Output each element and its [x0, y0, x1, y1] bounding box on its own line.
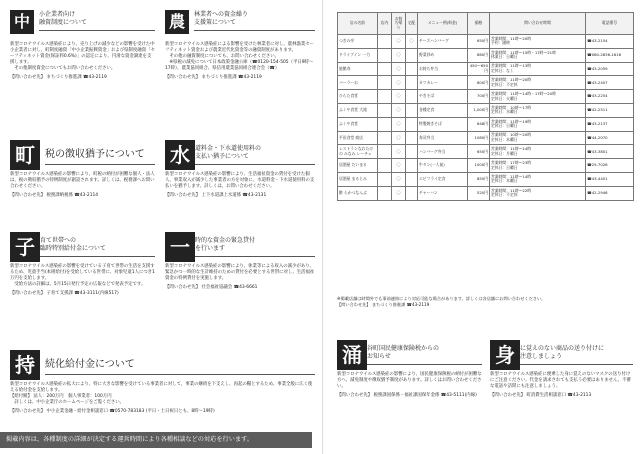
table-cell: 1,000円 [468, 103, 490, 117]
table-note: ※掲載店舗は時間外でも事前連絡により対応可能な場合があります。詳しくは各店舗にお問い合わせください。 【問い合わせ先】 まちづくり推進課 ☎43-2119 [337, 296, 546, 307]
section-sme-loans [10, 10, 155, 81]
table-cell: 〇 [392, 35, 406, 49]
table-cell [406, 117, 418, 131]
table-cell: ひらた食堂 [338, 90, 378, 104]
table-cell: 牛タン(一人前) [418, 159, 468, 173]
table-cell: 旅館寿 [338, 62, 378, 76]
section-body: 新型コロナウイルス感染症の影響により、国民健康保険税の納付が困難な方へ、減免制度や徴収猶予制度があります。詳しくはお問い合わせください。 [337, 372, 482, 389]
table-cell: 〇 [392, 76, 406, 90]
section-contact: 【問い合わせ先】 中小企業金融・給付金相談窓口 ☎0570-783183 (平日・土日祝日とも、8時〜19時) [10, 408, 215, 414]
table-cell: 営業時間：11時〜22時 定休日：不定休 [490, 186, 586, 200]
table-cell: エビフライ定食 [418, 172, 468, 186]
table-cell [406, 48, 418, 62]
table-cell [406, 159, 418, 173]
section-body: 新型コロナウイルス感染症による影響を受けた林業者に対し、農林漁業セーフティネット資金および農業近代化資金等の融資制度があります。 その他の融資制度についても、お問い合わせください。 ※県税の減免について日本政策金融公庫（☎0120-154-505（平日9時〜17時）、農業協同組合、県信用農業協同組合連合会（☎） [165, 42, 314, 71]
table-cell: お持ち弁当 [418, 62, 468, 76]
table-cell [378, 172, 392, 186]
table-cell: ☎43-4401 [586, 172, 634, 186]
footer-banner: 掲載内容は、各種制度の詳細が決定する運営時間により各種相談などの対応を行います。 [0, 432, 312, 448]
table-cell: 営業時間：17時〜23時 定休日：日曜日 [490, 159, 586, 173]
page-divider [322, 0, 323, 454]
table-row [338, 35, 634, 49]
table-cell: 営業時間：11時〜14時 定休日：月曜日 [490, 145, 586, 159]
table-cell: 450〜650円 [468, 62, 490, 76]
table-cell [378, 48, 392, 62]
table-header-cell: メニュー例(料金) [418, 13, 468, 35]
table-cell [378, 159, 392, 173]
table-cell: 〇 [392, 145, 406, 159]
section-body: 新型コロナウイルス感染症の影響により、町税の納付が困難な個人・法人は、税の徴収猶予の特例制度が創設されます。詳しくは、税務課へお問い合わせください。 [10, 172, 155, 189]
table-header-cell: 問い合わせ時間 [490, 13, 586, 35]
section-body: 新型コロナウイルス感染症により、売り上げの減少などの影響を受けた中小企業者に対し、町制度融資「中小企業振興資金」および県制度融資「セーフティネット資金(保証料0.6%)」の認定により、円滑な資金調達を支援します。 その他制度資金についてもお問い合わせください。 [10, 42, 155, 71]
table-cell: 1080円 [468, 131, 490, 145]
table-cell: 860円 [468, 48, 490, 62]
section-contact: 【問い合わせ先】 子育て支援課 ☎43-3111(内線517) [10, 290, 119, 296]
table-cell: カツカレー [418, 76, 468, 90]
table-cell: 800円 [468, 76, 490, 90]
table-cell: 野菜炒め [418, 48, 468, 62]
section-contact: 【問い合わせ先】 税務課納税係 ☎43-2114 [10, 192, 99, 198]
table-cell: チャーハン [418, 186, 468, 200]
table-cell: ドライブイン 一力 [338, 48, 378, 62]
section-title: 時的な資金の緊急貸付 を行います [195, 237, 315, 257]
table-cell: 営業時間：11時〜13時 定休日：なし [490, 62, 586, 76]
table-cell: 650円 [468, 145, 490, 159]
table-cell: 営業時間：11時〜19時 定休日：日曜日 [490, 117, 586, 131]
table-cell: 〇 [392, 62, 406, 76]
section-title: 道料金・下水道使用料の 支払い猶予について [195, 145, 315, 165]
table-cell [378, 62, 392, 76]
section-body: 新型コロナウイルス感染症の影響を受けている子育て世帯の生活を支援するため、児童手当(本則給付)を受給している世帯に、対象児童1人につき1万円を支給します。 受給方法の詳細は、5月15日発行予定の広報などで発表予定です。 [10, 264, 155, 287]
table-row [338, 76, 634, 90]
table-cell: 営業時間：11時〜15時・17時〜21時 休業日：日曜日 [490, 48, 586, 62]
table-cell: レストランなわたけの みなみ レーチェ [338, 145, 378, 159]
table-cell: 営業時間：11時〜14時 定休日：木曜日 [490, 172, 586, 186]
table-cell: 居酒屋 まるとみ [338, 172, 378, 186]
section-body: 新型コロナウイルス感染症に便乗した身に覚えのないマスクの送り付けにご注意ください。代金を請求されても支払う必要はありません。不審な電話や訪問にも注意しましょう。 [490, 372, 631, 389]
section-badge: 中 [10, 10, 34, 34]
table-row [338, 103, 634, 117]
table-cell [406, 76, 418, 90]
section-body: 新型コロナウイルス感染症の影響により、休業等による収入の減少があり、緊急かつ一時的な生計維持のための貸付を必要とする世帯に対し、生活福祉資金の特例貸付を実施します。 [165, 264, 315, 281]
table-cell: 居酒屋 だいまる [338, 159, 378, 173]
section-water-fees [165, 140, 315, 199]
section-title: 続化給付金について [45, 358, 315, 375]
section-contact: 【問い合わせ先】 町消費生活相談窓口 ☎43-2113 [490, 392, 592, 398]
section-forestry [165, 10, 315, 81]
table-cell [378, 103, 392, 117]
section-body: 新型コロナウイルス感染症の影響により、生活福祉資金の貸付を受けた個人、事業収入が減少した事業者の方を対象に、水道料金・下水道使用料の支払いを猶予します。詳しくは、お問い合わせください。 [165, 172, 315, 189]
section-emergency-loan [165, 232, 315, 291]
table-cell: ☎25-7026 [586, 159, 634, 173]
table-header-cell: 店の名前 [338, 13, 378, 35]
table-cell: 酔 らかつなんぶ [338, 186, 378, 200]
table-cell [378, 76, 392, 90]
table-cell: 〇 [406, 35, 418, 49]
table-cell [378, 117, 392, 131]
section-contact: 【問い合わせ先】 まちづくり推進課 ☎43-2119 [10, 74, 107, 80]
table-cell: つきみ亭 [338, 35, 378, 49]
section-title: 小企業者向け 融資制度について [39, 11, 155, 31]
section-badge: 持 [10, 350, 40, 380]
table-cell [378, 145, 392, 159]
section-badge: 身 [490, 340, 520, 370]
table-cell: ☎43-2137 [586, 117, 634, 131]
section-title: 谷町国民健康保険税からの お知らせ [367, 345, 482, 365]
takeout-table [337, 12, 634, 201]
table-row [338, 145, 634, 159]
table-cell [406, 90, 418, 104]
table-cell: バーラーお [338, 76, 378, 90]
table-cell [378, 131, 392, 145]
table-row [338, 48, 634, 62]
table-cell: ☎42-2946 [586, 186, 634, 200]
table-cell [406, 131, 418, 145]
table-cell [406, 186, 418, 200]
table-row [338, 159, 634, 173]
section-child-benefit [10, 232, 155, 297]
section-contact: 【問い合わせ先】 社会福祉協議会 ☎43-6661 [165, 284, 258, 290]
table-cell [406, 172, 418, 186]
table-cell: 営業時間：11時〜14時・17時〜20時 定休日：火曜日 [490, 90, 586, 104]
table-cell [378, 186, 392, 200]
table-cell: やきそば [418, 90, 468, 104]
table-cell: 寿司弁当 [418, 131, 468, 145]
table-cell: 営業時間：10時〜17時 定休日：水曜日 [490, 103, 586, 117]
table-cell: 営業時間：11時〜20時 予約：随時 [490, 35, 586, 49]
table-cell: 各種定食 [418, 103, 468, 117]
table-header-cell: 電話番号 [586, 13, 634, 35]
table-cell: ☎43-3801 [586, 145, 634, 159]
table-cell: 〇 [392, 48, 406, 62]
table-cell: 1000円 [468, 159, 490, 173]
section-body: 新型コロナウイルス感染症の拡大により、特に大きな影響を受けている事業者に対して、事業の継続を下支えし、再起の糧とするため、事業全般に広く使える給付金を支給します。 【給付額】 法人：200万円 個人事業者：100万円 詳しくは、中小企業庁のホームページをご覧ください。 [10, 382, 313, 405]
table-cell [378, 90, 392, 104]
table-row [338, 90, 634, 104]
table-cell: 特製焼きそば [418, 117, 468, 131]
table-cell: 平田食堂 商店 [338, 131, 378, 145]
table-cell: ☎42-2511 [586, 103, 634, 117]
table-cell: チーズハンバーグ [418, 35, 468, 49]
section-badge: 涌 [337, 340, 367, 370]
table-cell [406, 145, 418, 159]
table-cell: 〇 [392, 131, 406, 145]
table-cell: 520円 [468, 186, 490, 200]
table-cell: 648円 [468, 117, 490, 131]
table-row [338, 117, 634, 131]
section-badge: 水 [165, 140, 195, 170]
table-header-cell: 宅配 [406, 13, 418, 35]
table-cell: 〇 [392, 117, 406, 131]
section-tax-deferral [10, 140, 155, 199]
section-badge: 町 [10, 140, 40, 170]
table-cell: ふくや食堂 大滝 [338, 103, 378, 117]
table-cell [378, 35, 392, 49]
table-header-cell: 店内 [378, 13, 392, 35]
section-sustainability-benefit [10, 350, 315, 415]
table-cell: 〇 [392, 159, 406, 173]
table-row [338, 62, 634, 76]
table-cell: ☎43-2254 [586, 90, 634, 104]
table-cell: ☎080-2836-1616 [586, 48, 634, 62]
section-contact: 【問い合わせ先】 上下水道課上水道係 ☎43-2131 [165, 192, 267, 198]
table-cell: 〇 [392, 172, 406, 186]
table-cell: ☎43-2154 [586, 35, 634, 49]
section-badge: 一 [165, 232, 195, 262]
section-contact: 【問い合わせ先】 税務課国保係・福祉課国保年金係 ☎43-5111(内線) [337, 392, 477, 398]
section-contact: 【問い合わせ先】 まちづくり推進課 ☎43-2119 [165, 74, 262, 80]
table-cell: ふくや食堂 [338, 117, 378, 131]
table-cell: 700円 [468, 90, 490, 104]
section-title: 林業者への資金繰り 支援策について [194, 11, 315, 31]
table-cell: 650円 [468, 35, 490, 49]
table-cell: ☎44-2070 [586, 131, 634, 145]
section-badge: 子 [10, 232, 40, 262]
section-health-insurance [337, 340, 482, 399]
section-title: に覚えのない商品の送り付けに 注意しましょう [520, 345, 633, 365]
section-title: 税の徴収猶予について [45, 148, 155, 165]
table-cell: 〇 [392, 103, 406, 117]
table-header-cell: 価格 [468, 13, 490, 35]
table-cell: ハンバーグ弁当 [418, 145, 468, 159]
table-cell: 850円 [468, 172, 490, 186]
table-cell: 〇 [392, 186, 406, 200]
table-cell: 営業時間：11時〜20時 定休日：不定休 [490, 76, 586, 90]
table-cell [406, 103, 418, 117]
table-header-cell: お持ち帰り [392, 13, 406, 35]
table-cell [406, 62, 418, 76]
table-cell: ☎43-2407 [586, 76, 634, 90]
section-title: 育て世帯への 臨時特別給付金について [40, 237, 155, 257]
table-cell: 営業時間：10時〜20時 定休日：木曜日 [490, 131, 586, 145]
section-scam-warning [490, 340, 633, 399]
section-badge: 農 [165, 10, 189, 34]
table-header-row [338, 13, 634, 35]
table-row [338, 172, 634, 186]
table-cell: ☎43-2059 [586, 62, 634, 76]
table-row [338, 131, 634, 145]
table-row [338, 186, 634, 200]
table-cell: 〇 [392, 90, 406, 104]
